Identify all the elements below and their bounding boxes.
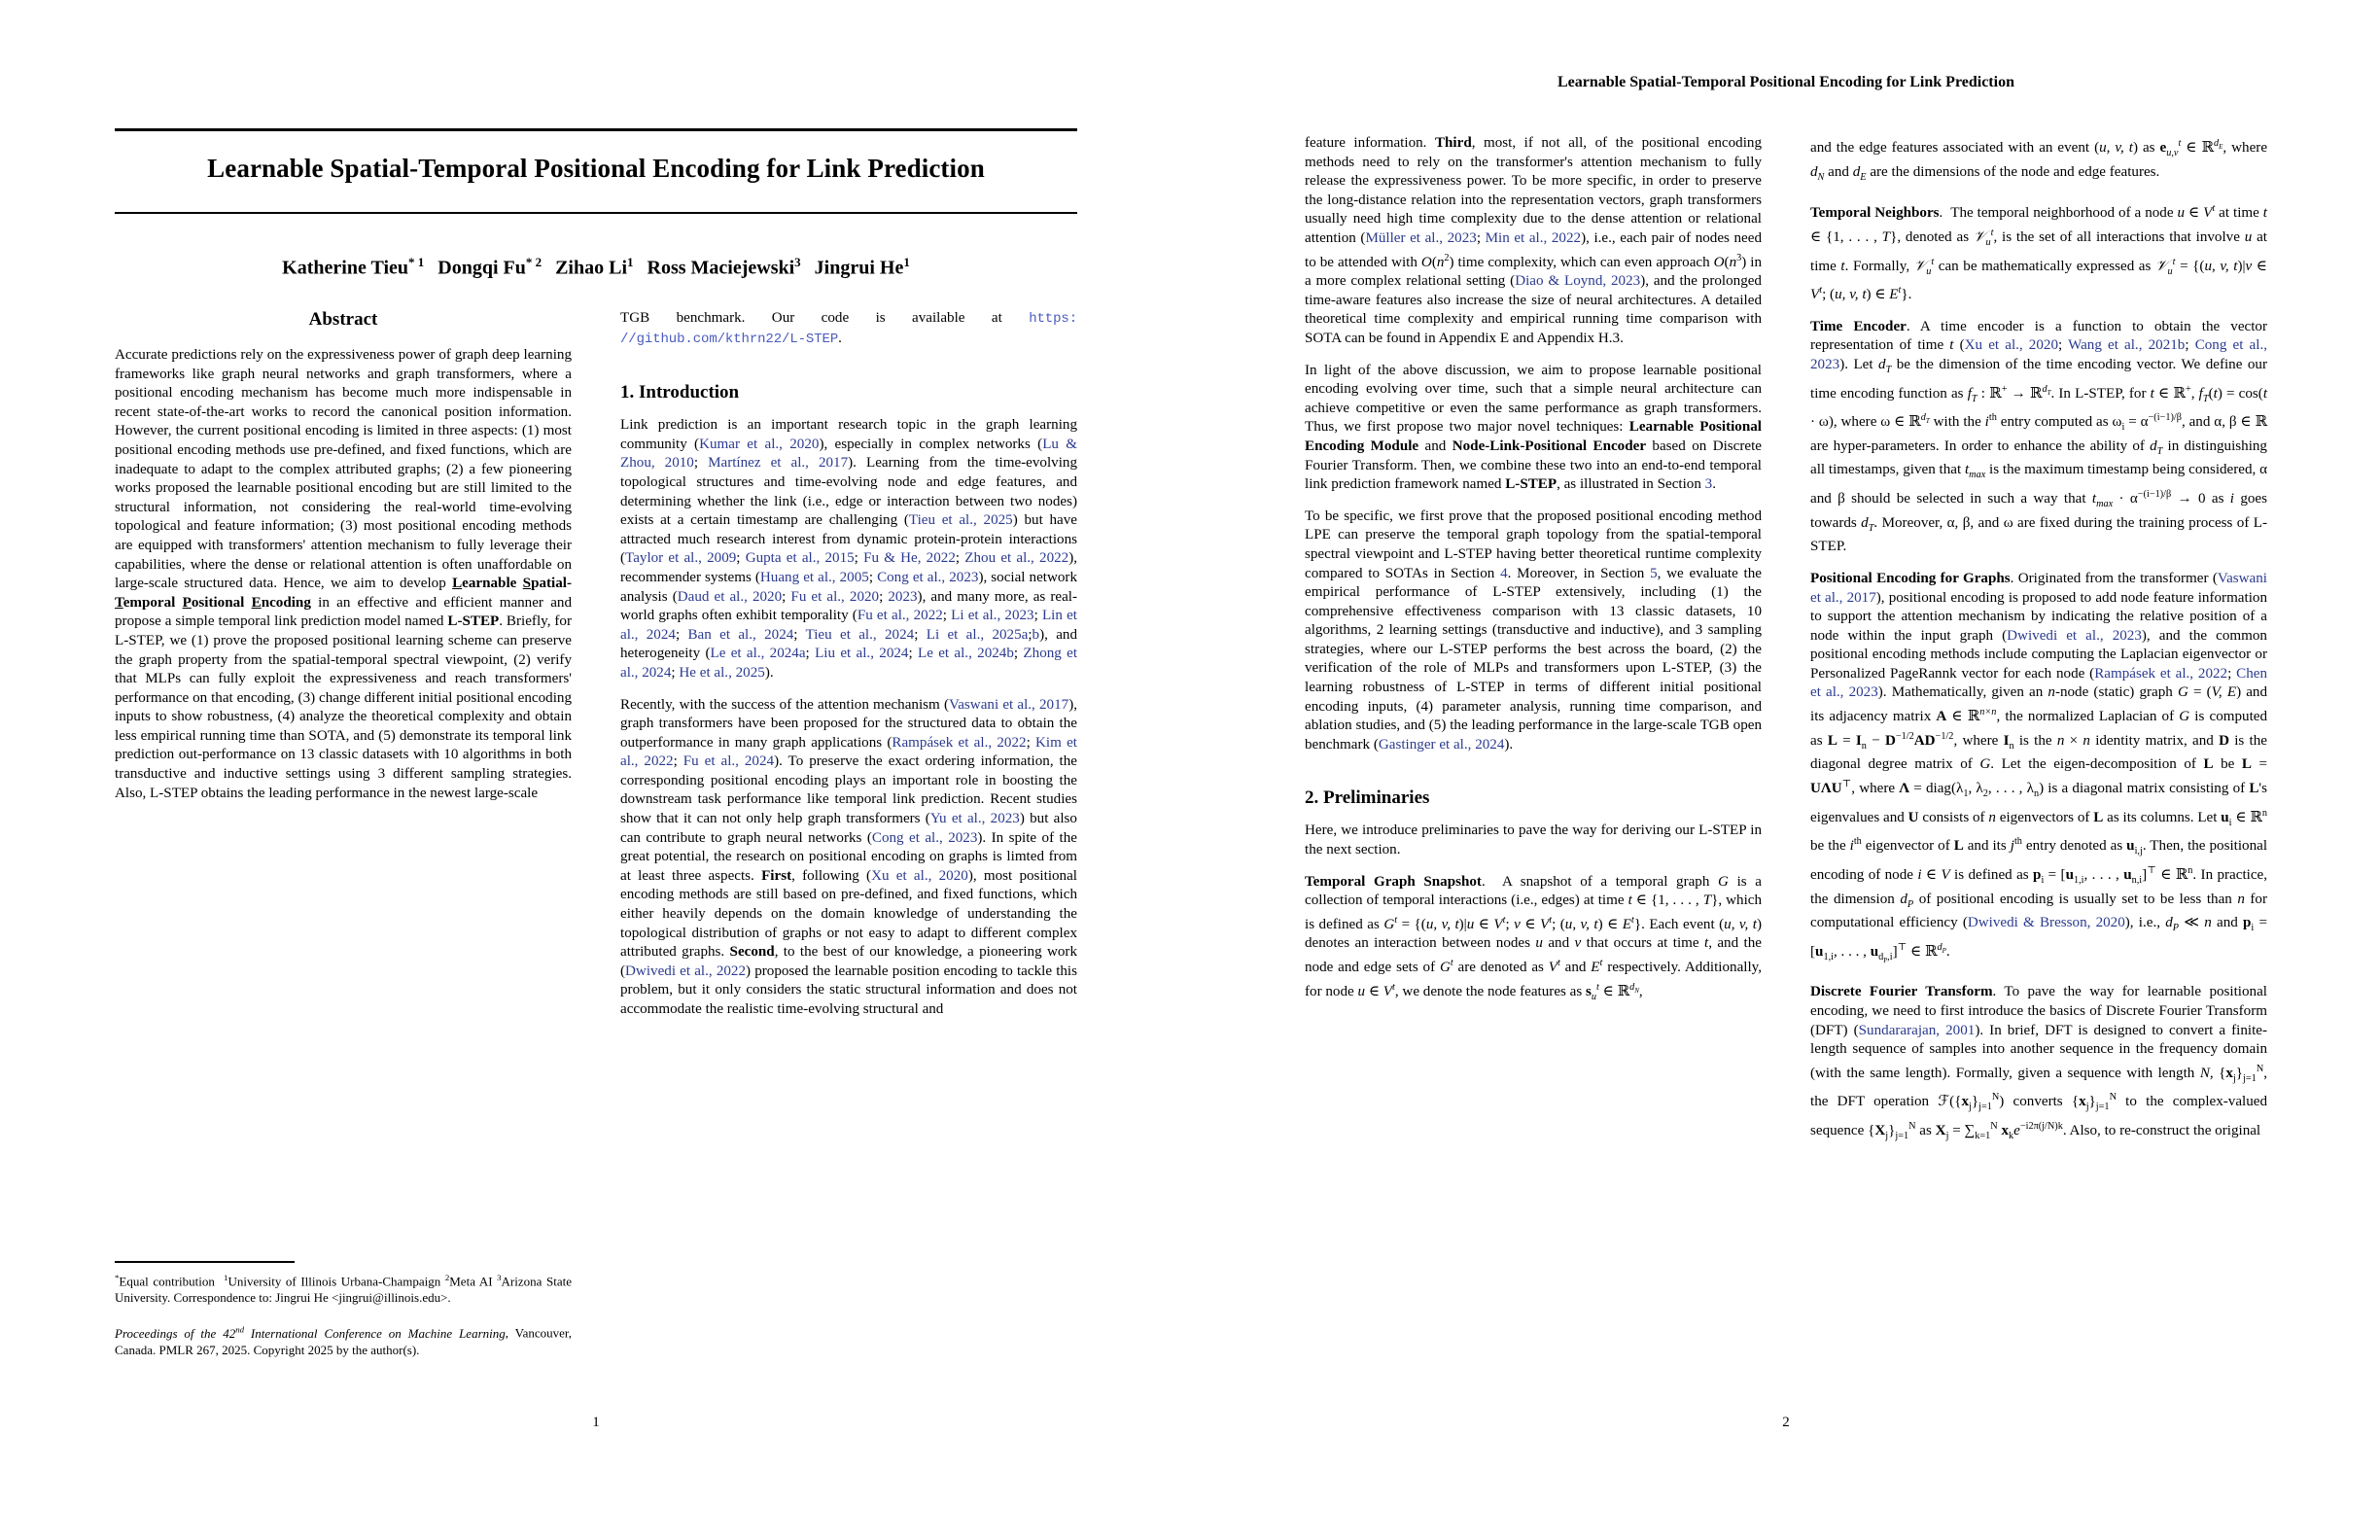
p2-right-paragraph-1: and the edge features associated with an event (u, v, t) as $e_{u,v}^t$ ∈ ℝ$^{d_E}$, where $d_N$ and $d_E$ are the dimensions of the node and edge features.: [1810, 138, 2268, 183]
p2-right-paragraph-2: Temporal Neighbors. The temporal neighborhood of a node u ∈ $V^t$ at time t ∈ {1, . . . , T}, denoted as 𝒱$_u^t$, is the set of all interactions that involve u at time t. Formally, 𝒱$_u^t$ can be mathematically expressed as 𝒱$_u^t$ = {(u, v, t)|v ∈ $V^t$; (u, v, t) ∈ $E^t$}.: [1810, 203, 2267, 303]
introduction-heading: 1. Introduction: [620, 382, 740, 403]
author-list: Katherine Tieu$^{* 1}$ Dongqi Fu$^{* 2}$ Zihao Li$^1$ Ross Maciejewski$^3$ Jingrui He$^1$: [282, 255, 910, 279]
abstract-continuation: TGB benchmark. Our code is available at https: //github.com/kthrn22/L-STEP.: [620, 310, 1077, 347]
abstract-heading: Abstract: [308, 309, 378, 330]
page-2: [1190, 0, 2380, 1540]
page-1-column-left: [115, 309, 572, 1020]
page-1-column-right: [620, 309, 1077, 1020]
title-rule-top: [115, 128, 1077, 131]
page-title: Learnable Spatial-Temporal Positional Encoding for Link Prediction: [207, 154, 985, 183]
page-number-1: 1: [592, 1415, 600, 1430]
page-1-columns: [115, 309, 1077, 1020]
p2-right-paragraph-3: Time Encoder. A time encoder is a function to obtain the vector representation of time t (Xu et al., 2020; Wang et al., 2021b; Cong et al., 2023). Let $d_T$ be the dimension of the time encoding vector. We define our time encoding function as $f_T$ : ℝ+ → ℝ$^{d_T}$. In L-STEP, for t ∈ ℝ+, $f_T(t) = \cos(t \cdot \omega)$, where ω ∈ ℝ$^{d_T}$ with the $i^{th}$ entry computed as $\omega_i = \alpha^{-(i-1)/\beta}$, and α, β ∈ ℝ are hyper-parameters. In order to enhance the ability of $d_T$ in distinguishing all timestamps, given that $t_{max}$ is the maximum timestamp being considered, α and β should be selected in such a way that $t_{max} \cdot \alpha^{-(i-1)/\beta} \to 0$ as i goes towards $d_T$. Moreover, α, β, and ω are fixed during the training process of L-STEP.: [1810, 318, 2268, 555]
p2-left-paragraph-3: To be specific, we first prove that the proposed positional encoding method LPE can preserve the temporal graph topology from the spatial-temporal spectral viewpoint and L-STEP having better theoretical runtime complexity compared to SOTAs in Section 4. Moreover, in Section 5, we evaluate the empirical performance of L-STEP extensively, including (1) the comprehensive effectiveness comparison with 13 classic datasets, 10 algorithms, 2 learning settings (transductive and inductive), and 3 sampling strategies, where our L-STEP performs the best across the board, (2) the verification of the role of MLPs and transformers upon L-STEP, (3) the learning robustness of L-STEP in terms of different initial positional encoding inputs, (4) parameter analysis, running time comparison, and ablation studies, and (5) the leading performance in the large-scale TGB open benchmark (Gastinger et al., 2024).: [1305, 508, 1762, 752]
introduction-paragraph-2: Recently, with the success of the attention mechanism (Vaswani et al., 2017), graph transformers have been proposed for the structured data to obtain the outperformance in many graph applications (Rampásek et al., 2022; Kim et al., 2022; Fu et al., 2024). To preserve the exact ordering information, the corresponding positional encoding plays an important role in boosting the downstream task performance like temporal link prediction. Recent studies show that it can not only help graph transformers (Yu et al., 2023) but also can contribute to graph neural networks (Cong et al., 2023). In spite of the great potential, the research on positional encoding on graphs is limted from at least three aspects. First, following (Xu et al., 2020), most positional encoding methods are still based on pre-defined, and fixed functions, which either heavily depends on the domain knowledge of understanding the topological distribution of graphs or not easy to adapt to different complex attributed graphs. Second, to the best of our knowledge, a pioneering work (Dwivedi et al., 2022) proposed the learnable position encoding to tackle this problem, but it only considers the static structural information and does not accommodate the realistic time-evolving structural and: [620, 696, 1078, 1017]
p2-left-paragraph-2: In light of the above discussion, we aim to propose learnable positional encoding evolving over time, such that a simple neural architecture can achieve competitive or even the same performance as graph transformers. Thus, we first propose two major novel techniques: Learnable Positional Encoding Module and Node-Link-Positional Encoder based on Discrete Fourier Transform. Then, we combine these two into an end-to-end temporal link prediction framework named L-STEP, as illustrated in Section 3.: [1305, 362, 1762, 493]
footnote-rule: [115, 1261, 295, 1263]
page-2-column-right: [1810, 134, 2267, 1146]
page-number-2: 2: [1782, 1415, 1790, 1430]
footnote-proceedings: Proceedings of the 42nd International Conference on Machine Learning, Vancouver, Canada. PMLR 267, 2025. Copyright 2025 by the author(s).: [115, 1324, 572, 1357]
title-rule-bottom: [115, 212, 1077, 214]
p2-left-paragraph-4: Here, we introduce preliminaries to pave the way for deriving our L-STEP in the next section.: [1305, 822, 1762, 858]
p2-left-paragraph-5: Temporal Graph Snapshot. A snapshot of a temporal graph G is a collection of temporal interactions (i.e., edges) at time t ∈ {1, . . . , T}, which is defined as $G^t = \{(u$, v, t)|u ∈ $V^t$; v ∈ $V^t$; (u, v, t) ∈ $E^t$}. Each event (u, v, t) denotes an interaction between nodes u and v that occurs at time t, and the node and edge sets of $G^t$ are denoted as $V^t$ and $E^t$ respectively. Additionally, for node u ∈ $V^t$, we denote the node features as $s_u^t$ ∈ ℝ$^{d_N}$,: [1305, 873, 1763, 1002]
page-2-column-left: [1305, 134, 1762, 1146]
abstract-body: Accurate predictions rely on the expressiveness power of graph deep learning frameworks like graph neural networks and graph transformers, where a positional encoding mechanism has become much more indispensable in recent state-of-the-art works to record the canonical position information. However, the current positional encoding is limited in three aspects: (1) most positional encoding methods use pre-defined, and fixed functions, which are inadequate to adapt to the complex attributed graphs; (2) a few pioneering works proposed the learnable positional encoding but are still limited to the structural information, not considering the real-world time-evolving topological and feature information; (3) most positional encoding methods are equipped with transformers' attention mechanism to fully leverage their capabilities, where the dense or relational attention is often unaffordable on large-scale structured data. Hence, we aim to develop Learnable Spatial-Temporal Positional Encoding in an effective and efficient manner and propose a simple temporal link prediction model named L-STEP. Briefly, for L-STEP, we (1) prove the proposed positional learning scheme can preserve the graph property from the spatial-temporal spectral viewpoint, (2) verify that MLPs can fully exploit the expressiveness and reach transformers' performance on that encoding, (3) change different initial positional encoding inputs to show robustness, (4) analyze the theoretical complexity and obtain less empirical running time than SOTA, and (5) demonstrate its temporal link prediction out-performance on 13 classic datasets with 10 algorithms in both transductive and inductive settings using 3 different sampling strategies. Also, L-STEP obtains the leading performance in the newest large-scale: [115, 347, 573, 801]
p2-left-paragraph-1: feature information. Third, most, if not all, of the positional encoding methods need to rely on the transformer's attention mechanism to fully release the expressiveness power. To be more specific, in order to preserve the long-distance relation into the representation vectors, graph transformers usually need high time complexity due to the dense attention or relational attention (Müller et al., 2023; Min et al., 2022), i.e., each pair of nodes need to be attended with $O(n^2)$ time complexity, which can even approach $O(n^3)$ in a more complex relational setting (Diao & Loynd, 2023), and the prolonged time-aware features also increase the size of neural architectures. A detailed theoretical time complexity and empirical running time comparison with SOTA can be found in Appendix E and Appendix H.3.: [1305, 135, 1763, 346]
footnote-affiliations: *Equal contribution $^1$University of Illinois Urbana-Champaign $^2$Meta AI $^3$Arizona State University. Correspondence to: Jingrui He <jingrui@illinois.edu>.: [115, 1273, 572, 1306]
preliminaries-heading: 2. Preliminaries: [1305, 788, 1430, 809]
page-2-columns: [1305, 134, 2267, 1146]
p2-right-paragraph-4: Positional Encoding for Graphs. Originated from the transformer (Vaswani et al., 2017), positional encoding is proposed to add node feature information to support the attention mechanism by indicating the relative position of a node within the input graph (Dwivedi et al., 2023), and the common positional encoding methods include computing the Laplacian eigenvector or Personalized PageRannk vector for each node (Rampásek et al., 2022; Chen et al., 2023). Mathematically, given an n-node (static) graph G = (V, E) and its adjacency matrix A ∈ ℝ$^{n\times n}$, the normalized Laplacian of G is computed as $L = I_n - D^{-1/2}AD^{-1/2}$, where $I_n$ is the n × n identity matrix, and D is the diagonal degree matrix of G. Let the eigen-decomposition of L be L = UΛU⊤, where $\Lambda = diag(\lambda_1$, $\lambda_2$, . . . , $\lambda_n$) is a diagonal matrix consisting of L's eigenvalues and U consists of n eigenvectors of L as its columns. Let $u_i$ ∈ ℝ$^n$ be the $i^{th}$ eigenvector of L and its $j^{th}$ entry denoted as $u_{i,j}$. Then, the positional encoding of node i ∈ V is defined as $p_i = [u_{1,i}$, . . . , $u_{n,i}]^⊤$ ∈ ℝ$^n$. In practice, the dimension $d_P$ of positional encoding is usually set to be less than n for computational efficiency (Dwivedi & Bresson, 2020), i.e., $d_P$ ≪ n and $p_i = [u_{1,i}$, . . . , $u_{d_P,i}]^⊤$ ∈ ℝ$^{d_P}$.: [1810, 570, 2268, 964]
introduction-paragraph-1: Link prediction is an important research topic in the graph learning community (Kumar et al., 2020), especially in complex networks (Lu & Zhou, 2010; Martínez et al., 2017). Learning from the time-evolving topological structures and time-evolving node and edge features, and determining whether the link (i.e., edge or interaction between two nodes) exists at a certain timestamp are challenging (Tieu et al., 2025) but have attracted much research interest from dynamic protein-protein interactions (Taylor et al., 2009; Gupta et al., 2015; Fu & He, 2022; Zhou et al., 2022), recommender systems (Huang et al., 2005; Cong et al., 2023), social network analysis (Daud et al., 2020; Fu et al., 2020; 2023), and many more, as real-world graphs often exhibit temporality (Fu et al., 2022; Li et al., 2023; Lin et al., 2024; Ban et al., 2024; Tieu et al., 2024; Li et al., 2025a;b), and heterogeneity (Le et al., 2024a; Liu et al., 2024; Le et al., 2024b; Zhong et al., 2024; He et al., 2025).: [620, 417, 1078, 681]
p2-right-paragraph-5: Discrete Fourier Transform. To pave the way for learnable positional encoding, we need to first introduce the basics of Discrete Fourier Transform (DFT) (Sundararajan, 2001). In brief, DFT is designed to convert a finite-length sequence of samples into another sequence in the frequency domain (with the same length). Formally, given a sequence with length N, $\{x_j\}_{j=1}^N$, the DFT operation $ℱ(\{x_j\}_{j=1}^N)$ converts $\{x_j\}_{j=1}^N$ to the complex-valued sequence $\{X_j\}_{j=1}^N$ as $X_j = \sum_{k=1}^N$ $x_ke^{-i2\pi(j/N)k}$. Also, to re-construct the original: [1810, 984, 2268, 1142]
footnote-block: [115, 1270, 572, 1358]
running-header: Learnable Spatial-Temporal Positional Encoding for Link Prediction: [1558, 74, 2014, 90]
